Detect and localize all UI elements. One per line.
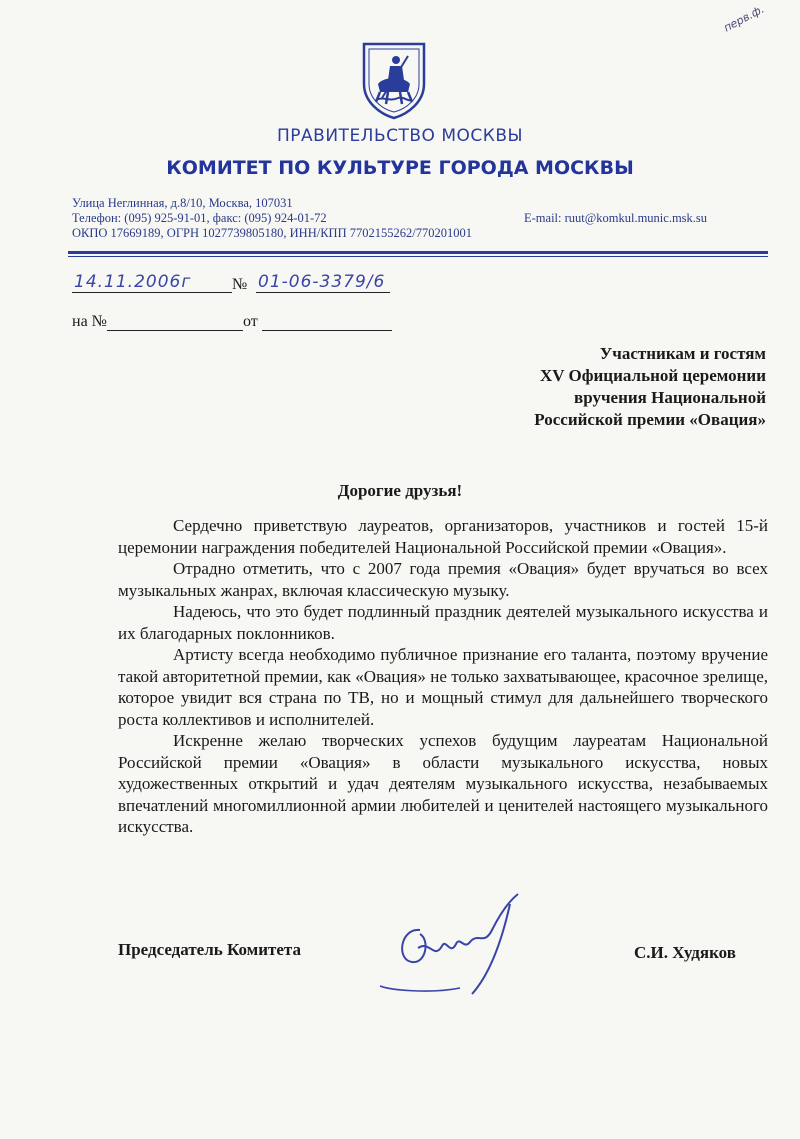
government-title: ПРАВИТЕЛЬСТВО МОСКВЫ	[277, 126, 523, 146]
contacts-line	[72, 211, 772, 226]
reference-date-blank	[262, 316, 392, 331]
signatory-title: Председатель Комитета	[118, 940, 301, 959]
addressee-block	[406, 343, 766, 431]
moscow-coat-of-arms-icon	[360, 40, 428, 120]
greeting: Дорогие друзья!	[337, 481, 463, 500]
handwritten-signature	[360, 890, 540, 1000]
letter-body	[118, 515, 768, 838]
addressee-line: вручения Национальной	[574, 388, 766, 407]
paragraph: Отрадно отметить, что с 2007 года премия «Овация» будет вручаться во всех музыкальных жанрах, включая классическую музыку.	[118, 559, 768, 600]
address-line: Улица Неглинная, д.8/10, Москва, 107031	[72, 196, 293, 210]
requisites-block	[72, 196, 772, 241]
email: E-mail: ruut@komkul.munic.msk.su	[524, 211, 708, 225]
paragraph: Искренне желаю творческих успехов будущим лауреатам Национальной Российской премии «Овация» в области музыкального искусства, новых художественных открытий и удач деятелям музыкального искусства, незабываемых впечатлений многомиллионной армии любителей и ценителей настоящего музыкального искусства.	[118, 731, 768, 836]
paragraph: Надеюсь, что это будет подлинный праздник деятелей музыкального искусства и их благодарных поклонников.	[118, 602, 768, 643]
reference-from: от	[242, 313, 258, 330]
addressee-line: Участникам и гостям	[599, 344, 766, 363]
reference-number-blank	[107, 316, 243, 331]
paragraph: Артисту всегда необходимо публичное признание его таланта, поэтому вручение такой авторитетной премии, как «Овация» не только захватывающее, красочное зрелище, которое увидит вся страна по ТВ, но и мощный стимул для дальнейшего творческого роста коллективов и исполнителей.	[118, 645, 768, 729]
registration-number-label: №	[232, 276, 248, 293]
signatory-name: С.И. Худяков	[634, 943, 736, 962]
header-rule-thick	[68, 251, 768, 254]
phone-fax: Телефон: (095) 925-91-01, факс: (095) 924-01-72	[72, 211, 327, 225]
handwritten-corner-note: перв.ф.	[721, 2, 767, 35]
addressee-line: XV Официальной церемонии	[540, 366, 766, 385]
reference-line	[72, 313, 392, 331]
registry-codes: ОКПО 17669189, ОГРН 1027739805180, ИНН/КПП 7702155262/770201001	[72, 226, 472, 240]
reference-prefix: на №	[72, 313, 107, 330]
committee-title: КОМИТЕТ ПО КУЛЬТУРЕ ГОРОДА МОСКВЫ	[166, 157, 634, 179]
registration-number: 01-06-3379/6	[256, 272, 390, 293]
header-rule-thin	[68, 256, 768, 257]
registration-date: 14.11.2006г	[72, 272, 232, 293]
addressee-line: Российской премии «Овация»	[534, 410, 766, 429]
paragraph: Сердечно приветствую лауреатов, организаторов, участников и гостей 15-й церемонии награждения победителей Национальной Российской премии «Овация».	[118, 516, 768, 557]
